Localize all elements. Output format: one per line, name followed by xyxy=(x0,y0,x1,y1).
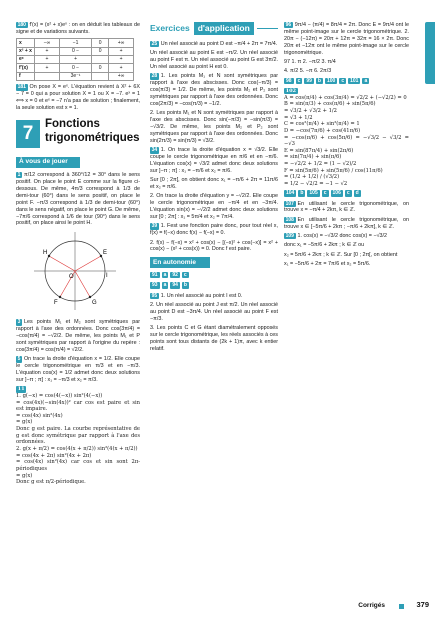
point-e xyxy=(100,255,102,257)
exercise-109 xyxy=(284,233,409,240)
exercise-number: 34 xyxy=(151,147,158,154)
answer-chip: 93 xyxy=(152,282,158,289)
exercise-11 xyxy=(16,386,140,486)
exercise-102 xyxy=(284,88,409,188)
answer-chip: b xyxy=(317,77,321,84)
variation-table-cell: x xyxy=(17,39,35,47)
exercise-text: 1. On trace la droite d'équation x = √3/2. Elle coupe le cercle trigonométrique en π/6 et en −π/6. L'équation cos(x) = √3/2 admet donc deux solutions sur ]−π ; π] : x₁ = −π/6 et x₂ = π/6. xyxy=(150,147,278,174)
variation-table-cell: −1 xyxy=(59,39,91,47)
section-rule xyxy=(257,28,278,29)
footer-marker xyxy=(399,604,404,609)
variation-table-cell: 0 − xyxy=(59,64,91,72)
exercise-number: 1 xyxy=(17,172,21,179)
exercise-95-part2: 2. Un réel associé au point J est π/2. Un réel associé au point D est −3π/4. Un réel associé au point F est −π/3. xyxy=(150,302,278,322)
variation-table-cell xyxy=(92,72,109,80)
point-f xyxy=(59,296,61,298)
exercise-95 xyxy=(150,293,278,300)
exercise-34 xyxy=(150,147,278,175)
variation-table-cell: + xyxy=(35,47,60,55)
equation-line: = cos(4x) sin²(4x) car cos et sin sont 2π-périodiques xyxy=(16,459,140,473)
exercise-102-lines xyxy=(284,95,409,188)
answer-chip: 100 xyxy=(326,77,336,84)
exercise-109-line4: x₁ = −5π/6 + 2π = 7π/6 et x₂ = 5π/6. xyxy=(284,260,371,267)
trig-circle-figure xyxy=(30,230,140,315)
equation-line: 1. g(−x) = cos(4(−x)) sin²(4(−x)) xyxy=(16,392,103,399)
variation-table-cell: eˣ xyxy=(17,55,35,63)
exercise-text: 1. Les points M₁ et N sont symétriques par rapport à l'axe des abscisses. Donc cos(−π/3) = cos(π/3) = 1/2. De même, les points M₂ et P₂ sont symétriques par rapport à l'axe des ordonnées. Donc cos(2π/3) = −cos(π/3) = −1/2. xyxy=(150,73,278,107)
equation-line: = 1/2 − √2/2 = −1 − √2 xyxy=(284,181,348,188)
exercise-number: 95 xyxy=(151,292,158,299)
variation-table-cell: f'(x) xyxy=(17,64,35,72)
page-number: 379 xyxy=(416,600,429,610)
point-h xyxy=(48,255,50,257)
exercise-181 xyxy=(16,84,140,112)
section-title-part-2: d'application xyxy=(194,22,254,35)
exercise-3 xyxy=(16,319,140,354)
point-g xyxy=(89,296,91,298)
answer-chip: 99 xyxy=(306,77,312,84)
column-3 xyxy=(284,22,409,270)
equation-line: 2. g(x + π/2) = cos(4(x + π/2)) sin²(4(x + π/2)) xyxy=(16,446,138,453)
exercise-108 xyxy=(284,217,409,231)
exercise-number: 11 xyxy=(17,386,25,393)
variation-table-row xyxy=(17,47,134,55)
equation-line: = cos(4x)(−sin(4x))² car cos est paire et sin est impaire. xyxy=(16,399,140,413)
answer-grid-4 xyxy=(284,190,409,196)
exercise-text: On pose X = eˣ. L'équation revient à X² + 6X − 7 = 0 qui a pour solution X = 1 ou X = −7. eˣ = 1 ⟺ x = 0 et eˣ = −7 n'a pas de solution ; finalement, la seule solution est x = 1. xyxy=(16,84,140,111)
equation-line: = −cos(π/6) + cos(5π/6) = −√3/2 − √3/2 = −√3 xyxy=(284,134,409,148)
exercise-text: Les points M₁ et M₂ sont symétriques par rapport à l'axe des ordonnées. Donc cos(3π/4) = −cos(π/4) = −√2/2. De même, les points M₁ et P sont symétriques par rapport à l'origine du repère : cos(3π/4) = cos(π/4) = √2/2. xyxy=(16,319,140,353)
variation-table-cell: + xyxy=(35,64,60,72)
footer-section-label: Corrigés xyxy=(358,601,385,609)
label-g: G xyxy=(92,300,97,307)
exercise-109-line3: x₂ = 5π/6 + 2kπ ; k ∈ ℤ. Sur [0 ; 2π[, on obtient xyxy=(284,251,398,258)
equation-line: B = sin(π/3) + cos(π/6) + sin(5π/6) xyxy=(284,101,376,108)
label-o: O xyxy=(69,274,74,281)
exercise-11-lines xyxy=(16,393,140,486)
answer-chip: c xyxy=(297,77,301,84)
answer-chip: d xyxy=(355,190,359,197)
answer-chip: a xyxy=(163,272,167,279)
exercise-1 xyxy=(16,172,140,227)
answer-grid-1 xyxy=(150,272,278,278)
variation-table-cell: 0 xyxy=(92,64,109,72)
trig-circle-svg xyxy=(30,230,120,312)
variation-table-cell: +∞ xyxy=(109,72,134,80)
variation-table-cell: + xyxy=(109,64,134,72)
variation-table-row xyxy=(17,72,134,80)
exercise-28 xyxy=(150,73,278,108)
answer-chip: 92 xyxy=(172,272,178,279)
exercise-95-part3: 3. Les points C et G étant diamétralement opposés sur le cercle trigonométrique, les réels associés à ces points sont tous distants de (2k + 1)π, avec k entier relatif. xyxy=(150,325,278,352)
chapter-number: 7 xyxy=(16,120,40,148)
exercise-107 xyxy=(284,201,409,215)
answer-chip: 91 xyxy=(152,272,158,279)
exercise-97-line2: 4. π/2 5. −π 6. 2π/3 xyxy=(284,68,332,75)
exercise-text: En utilisant le cercle trigonométrique, on trouve x = −π/4 + 2kπ, k ∈ ℤ. xyxy=(284,200,409,214)
variation-table-cell: f xyxy=(17,72,35,80)
equation-line: C = cos²(π/4) + sin²(π/4) = 1 xyxy=(284,121,360,128)
answer-chip: c xyxy=(183,272,187,279)
variation-table-cell: 3e⁻¹ xyxy=(59,72,91,80)
exercise-number: 108 xyxy=(285,216,294,223)
equation-line: = cos(4x) sin²(4x) xyxy=(16,412,63,419)
exercise-text: 9π/4 − (π/4) = 8π/4 = 2π. Donc E = 9π/4 ont le même point-image sur le cercle trigonométrique. 2. 20π − (−12π) = 20π + 12π = 32π = 16 × 2π. Donc 20π et −12π ont le même point-image sur le cercle trigonométrique. xyxy=(284,22,409,56)
equation-line: = √3 + 1/2 xyxy=(284,114,313,121)
chapter-title-line-2: trigonométriques xyxy=(45,132,140,145)
exercise-number: 181 xyxy=(17,84,26,91)
equation-line: D = −cos(7π/6) + cos(41π/6) xyxy=(284,127,361,134)
exercise-number: 107 xyxy=(285,200,294,207)
equation-line: = cos(4x + 2π) sin²(4x + 2π) xyxy=(16,452,92,459)
section-band: À vous de jouer xyxy=(16,157,80,168)
exercise-text: 1. Fest une fonction paire donc, pour tout réel x, f(x) = f(−x) donc f(x) − f(−x) = 0. xyxy=(150,223,278,237)
exercise-5 xyxy=(16,356,140,384)
equation-line: = g(x) xyxy=(16,419,33,426)
answer-chip: 106 xyxy=(332,190,341,197)
variation-table-cell: 0 xyxy=(92,39,109,47)
variation-table-row xyxy=(17,55,134,63)
exercise-text: π/12 correspond à 360°/12 = 30° dans le sens positif. On place le point E comme sur la figure ci-dessous. De même, 4π/3 correspond à 1/3 de demi-tour (60°) dans le sens positif, on place le point F. −π/3 correspond à 1/3 de demi-tour (60°) dans le sens négatif, on place le point G. De même, −7π/6 correspond à 1/6 de tour (90°) dans le sens positif, on place ainsi le point H. xyxy=(16,172,140,227)
exercise-28-part2: 2. Les points M₁ et N sont symétriques par rapport à l'axe des abscisses. Donc sin(−π/3) = −sin(π/3) = −√3/2. De même, les points M₂ et P₂ sont symétriques par rapport à l'axe des ordonnées. Donc sin(2π/3) = sin(π/3) = √3/2. xyxy=(150,110,278,144)
chapter-title-line-1: Fonctions xyxy=(45,117,100,130)
answer-chip: 101 xyxy=(350,77,359,84)
exercise-number: 180 xyxy=(17,22,26,28)
exercise-text: 1. cos(x) = −√3/2 donc cos(x) = −√3/2 xyxy=(297,232,388,239)
answer-chip: 98 xyxy=(286,77,292,84)
variation-table-cell: + xyxy=(35,55,60,63)
answer-chip: 94 xyxy=(172,282,178,289)
answer-chip: b xyxy=(300,190,304,197)
section-band-autonomie: En autonomie xyxy=(150,257,210,268)
exercise-25 xyxy=(150,41,278,48)
exercise-97: 97 1. π 2. −π/2 3. π/4 xyxy=(284,58,336,65)
variation-table-cell: + xyxy=(109,55,134,63)
variation-table-cell: x² + x xyxy=(17,47,35,55)
answer-grid-3 xyxy=(284,78,409,84)
variation-table-row xyxy=(17,64,134,72)
exercise-34-cont: Sur [0 ; 2π[, on obtient donc x₁ = −π/6 + 2π = 11π/6 et x₂ = π/6. xyxy=(150,177,278,191)
exercise-25-cont: Un réel associé au point E est −π/2. Un réel associé au point F est π. Un réel associé au point G est 3π/2. Un réel associé au point H est 0. xyxy=(150,50,278,70)
answer-chip: c xyxy=(323,190,327,197)
exercise-number: 96 xyxy=(285,22,292,28)
column-1 xyxy=(16,22,140,488)
exercise-number: 5 xyxy=(17,356,21,363)
variation-table-cell: −∞ xyxy=(35,39,60,47)
section-title-part-1: Exercices xyxy=(150,23,190,33)
exercise-180 xyxy=(16,22,140,36)
equation-line: = sin(7π/4) + sin(π/6) xyxy=(284,154,342,161)
equation-line: A = cos(π/4) + cos(3π/4) = √2/2 + (−√2/2) = 0 xyxy=(284,94,407,101)
variation-table-cell: +∞ xyxy=(109,39,134,47)
exercise-text: Un réel associé au point D est −π/4 + 2π = 7π/4. xyxy=(160,40,278,47)
variation-table-cell: 0 xyxy=(92,47,109,55)
exercise-96 xyxy=(284,22,409,57)
label-f: F xyxy=(54,300,58,307)
chapter-heading xyxy=(16,116,140,148)
equation-line: = −√2/2 + 1/2 = (1 − √2)/2 xyxy=(284,161,357,168)
equation-line: = (1/2 + 1/2) / (√3/2) xyxy=(284,174,340,181)
variation-table-cell xyxy=(35,72,60,80)
exercise-text: f'(x) = (x² + x)eˣ : on en déduit les tableaux de signe et de variations suivants. xyxy=(16,22,140,35)
equation-line: F = sin(5π/6) + sin(5π/6) / cos(11π/6) xyxy=(284,167,383,174)
answer-chip: c xyxy=(341,77,345,84)
column-2 xyxy=(150,22,278,355)
variation-table-cell: + xyxy=(59,55,91,63)
variation-table-cell: + xyxy=(109,47,134,55)
exercise-number: 25 xyxy=(151,40,158,47)
equation-line: Donc g est π/2-périodique. xyxy=(16,479,86,486)
exercise-text: On trace la droite d'équation x = 1/2. Elle coupe le cercle trigonométrique en π/3 et en −π/3. L'équation cos(x) = 1/2 admet donc deux solutions sur ]−π ; π] : x₁ = −π/3 et x₂ = π/3. xyxy=(16,356,140,383)
exercise-number: 28 xyxy=(151,73,158,80)
label-h: H xyxy=(43,250,48,257)
answer-chip: 104 xyxy=(286,190,295,197)
exercise-number: 102 xyxy=(285,87,297,94)
variation-table xyxy=(16,38,134,81)
exercise-text: 1. Un réel associé au point I est 0. xyxy=(160,292,243,299)
label-e: E xyxy=(103,250,108,257)
equation-line: Donc g est paire. La courbe représentative de g est donc symétrique par rapport à l'axe des ordonnées. xyxy=(16,426,140,446)
exercise-number: 3 xyxy=(17,319,21,326)
exercise-39-part2: 2. f(x) − f(−x) = x² + cos(x) − [(−x)² + cos(−x)] = x² + cos(x) − (x² + cos(x)) = 0. Donc f est paire. xyxy=(150,239,278,253)
answer-chip: b xyxy=(183,282,187,289)
answer-grid-2 xyxy=(150,282,278,288)
answer-chip: a xyxy=(364,77,368,84)
section-header-application xyxy=(150,22,278,35)
equation-line: = √3/2 + √3/2 + 1/2 xyxy=(284,107,337,114)
exercise-number: 39 xyxy=(151,223,158,230)
variation-table-cell xyxy=(92,55,109,63)
answer-chip: 105 xyxy=(309,190,318,197)
chapter-tab-marker xyxy=(425,22,435,84)
label-i: I xyxy=(106,273,108,280)
equation-line: E = sin(87π/4) + sin(2π/6) xyxy=(284,147,354,154)
answer-chip: a xyxy=(163,282,167,289)
exercise-109-line2: donc x₁ = −5π/6 + 2kπ ; k ∈ ℤ ou xyxy=(284,242,365,249)
exercise-number: 109 xyxy=(285,232,294,239)
exercise-34-part2: 2. On trace la droite d'équation y = −√2/2. Elle coupe le cercle trigonométrique en −π/4 et en −3π/4. L'équation sin(x) = −√2/2 admet donc deux solutions sur [0 ; 2π[ : x₁ = 5π/4 et x₂ = 7π/4. xyxy=(150,193,278,221)
exercise-text: En utilisant le cercle trigonométrique, on trouve x ∈ [−5π/6 + 2kπ ; −π/6 + 2kπ], k ∈ ℤ. xyxy=(284,216,409,230)
answer-chip: c xyxy=(346,190,350,197)
variation-table-cell: 0 − xyxy=(59,47,91,55)
equation-line: = g(x) xyxy=(16,472,33,479)
exercise-39 xyxy=(150,223,278,237)
variation-table-row xyxy=(17,39,134,47)
